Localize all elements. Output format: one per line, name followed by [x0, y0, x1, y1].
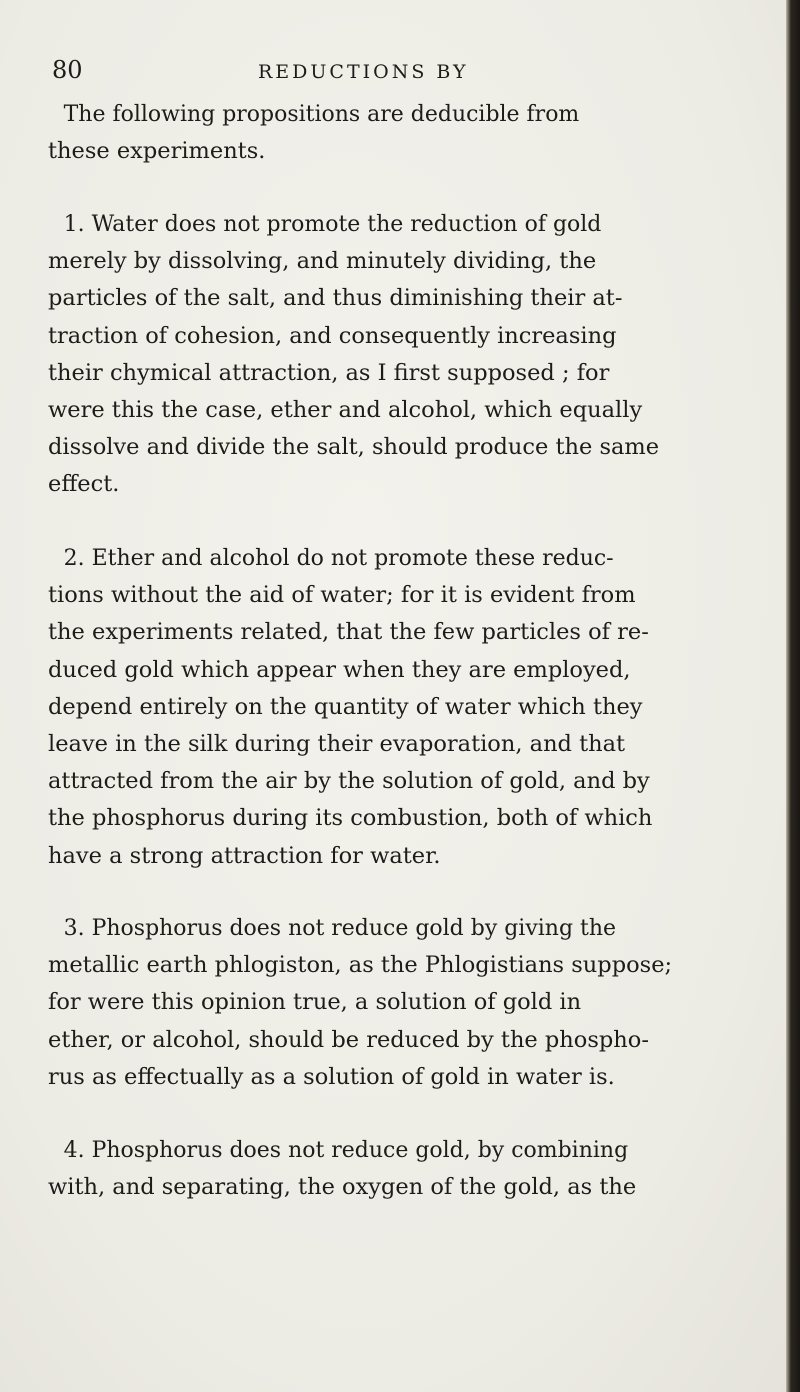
running-head: REDUCTIONS BY: [258, 61, 469, 83]
text-line: for were this opinion true, a solution of gold in: [48, 989, 582, 1016]
proposition-2: [48, 540, 748, 875]
text-line: ether, or alcohol, should be reduced by the phospho-: [48, 1026, 649, 1053]
text-line: their chymical attraction, as I first supposed ; for: [48, 359, 610, 386]
text-line: these experiments.: [48, 138, 266, 165]
intro-paragraph: [48, 96, 748, 170]
proposition-4: [48, 1132, 748, 1206]
text-line: metallic earth phlogiston, as the Phlogistians suppose;: [48, 952, 673, 979]
text-line: tions without the aid of water; for it is evident from: [48, 582, 636, 609]
text-line: leave in the silk during their evaporation, and that: [48, 731, 626, 758]
text-line: with, and separating, the oxygen of the gold, as the: [48, 1174, 637, 1201]
text-line: have a strong attraction for water.: [48, 842, 441, 869]
text-line: depend entirely on the quantity of water which they: [48, 693, 643, 720]
text-line: rus as effectually as a solution of gold in water is.: [48, 1063, 615, 1090]
text-line: were this the case, ether and alcohol, which equally: [48, 397, 643, 424]
text-line: the phosphorus during its combustion, both of which: [48, 805, 653, 832]
text-line: 4. Phosphorus does not reduce gold, by combining: [63, 1137, 629, 1163]
text-line: dissolve and divide the salt, should produce the same: [48, 434, 660, 461]
proposition-3: [48, 910, 748, 1096]
text-line: traction of cohesion, and consequently increasing: [48, 322, 617, 349]
text-line: 1. Water does not promote the reduction of gold: [63, 211, 602, 237]
proposition-1: [48, 206, 748, 504]
text-line: 3. Phosphorus does not reduce gold by giving the: [63, 915, 617, 941]
text-line: The following propositions are deducible from: [63, 101, 580, 127]
text-line: merely by dissolving, and minutely dividing, the: [48, 248, 597, 275]
text-line: effect.: [48, 471, 120, 498]
text-line: duced gold which appear when they are employed,: [48, 656, 631, 683]
text-line: the experiments related, that the few particles of re-: [48, 619, 649, 646]
text-line: particles of the salt, and thus diminishing their at-: [48, 285, 623, 312]
page-edge-shadow: [786, 0, 800, 1392]
text-line: 2. Ether and alcohol do not promote these reduc-: [63, 545, 614, 571]
text-line: attracted from the air by the solution of gold, and by: [48, 768, 650, 795]
page-number: 80: [52, 56, 83, 84]
